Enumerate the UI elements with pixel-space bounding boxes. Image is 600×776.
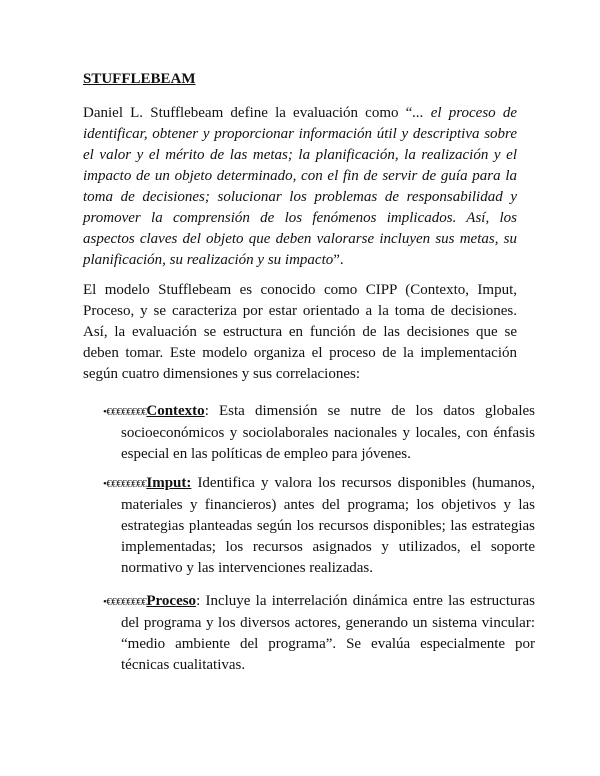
bullet-text-proceso: Incluye la interrelación dinámica entre las estructuras del programa y los diversos actores, generando un sistema vincular: “medio ambiente del programa”. Se evalúa especialmente por técnicas cualitativas. (121, 593, 535, 673)
bullet-item-imput (103, 473, 535, 579)
bullet-sep: : (204, 403, 209, 419)
bullet-text-imput: Identifica y valora los recursos disponibles (humanos, materiales y financieros) antes del programa; los objetivos y las estrategias planteadas según los recursos disponibles; las estrategias implementadas; los recursos asignados y utilizados, el soporte normativo y las intervenciones realizadas. (121, 475, 535, 576)
model-paragraph: El modelo Stufflebeam es conocido como CIPP (Contexto, Imput, Proceso, y se caracteriza por estar orientado a la toma de decisiones. Así, la evaluación se estructura en función de las decisiones que se deben tomar. Este modelo organiza el proceso de la implementación según cuatro dimensiones y sus correlaciones: (83, 282, 517, 382)
intro-lead: Daniel L. Stufflebeam define la evaluación como “ (83, 105, 413, 121)
intro-paragraph (83, 103, 517, 271)
bullet-marker: •€€€€€€€€ (103, 478, 147, 490)
bullet-item-contexto (103, 401, 535, 465)
bullet-sep: : (196, 593, 201, 609)
bullet-term-imput: Imput: (146, 475, 192, 491)
intro-close: ”. (333, 252, 344, 268)
bullet-term-contexto: Contexto (146, 403, 205, 419)
intro-quote: ... el proceso de identificar, obtener y proporcionar información útil y descriptiva sobre el valor y el mérito de las metas; la planificación, la realización y el impacto de un objeto determinado, con el fin de servir de guía para la toma de decisiones; solucionar los problemas de responsabilidad y promover la comprensión de los fenómenos implicados. Así, los aspectos claves del objeto que deben valorarse incluyen sus metas, su planificación, su realización y su impacto (83, 105, 518, 268)
page-title: STUFFLEBEAM (83, 71, 196, 87)
bullet-term-proceso: Proceso (146, 593, 197, 609)
bullet-marker: •€€€€€€€€ (103, 596, 147, 608)
bullet-marker: •€€€€€€€€ (103, 406, 147, 418)
bullet-text-contexto: Esta dimensión se nutre de los datos globales socioeconómicos y sociolaborales nacionales y locales, con énfasis especial en las políticas de empleo para jóvenes. (121, 403, 535, 462)
bullet-item-proceso (103, 591, 535, 676)
